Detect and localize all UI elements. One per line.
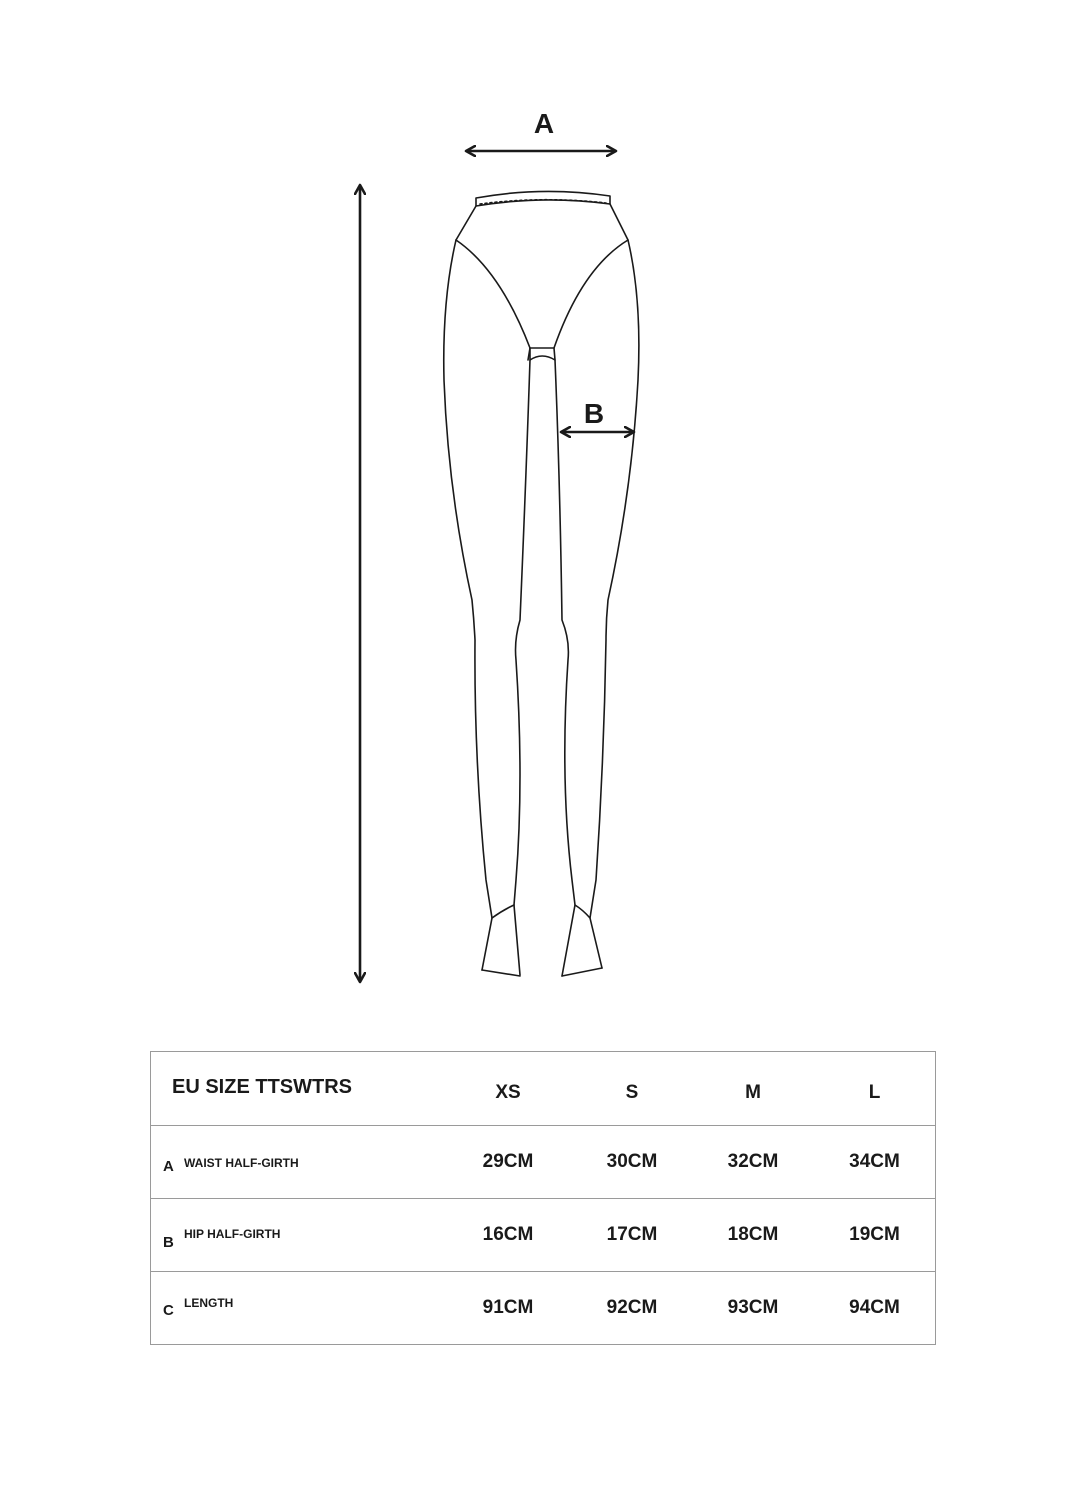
value-cell: 94CM <box>849 1297 900 1318</box>
table-row-hip <box>151 1199 936 1272</box>
value-cell: 29CM <box>444 1126 572 1199</box>
table-header-row <box>151 1052 936 1126</box>
row-label <box>151 1272 445 1345</box>
value-cell: 91CM <box>482 1297 534 1318</box>
value-cell: 17CM <box>572 1199 692 1272</box>
value-cell: 18CM <box>692 1199 814 1272</box>
table-row-length <box>151 1272 936 1345</box>
row-letter: C <box>163 1302 174 1319</box>
value-cell: 32CM <box>692 1126 814 1199</box>
row-name: HIP HALF-GIRTH <box>184 1227 281 1241</box>
waist-dimension-label: A <box>533 108 555 139</box>
value-cell: 92CM <box>606 1297 658 1318</box>
row-label <box>151 1126 445 1199</box>
row-name: WAIST HALF-GIRTH <box>184 1156 299 1170</box>
value-cell: 16CM <box>444 1199 572 1272</box>
size-header-l: L <box>814 1052 936 1126</box>
size-header-s: S <box>572 1052 692 1126</box>
size-header-xs: XS <box>444 1052 572 1126</box>
table-row-waist <box>151 1126 936 1199</box>
row-letter: B <box>163 1234 174 1251</box>
value-cell: 19CM <box>814 1199 936 1272</box>
row-label <box>151 1199 445 1272</box>
size-header-m: M <box>692 1052 814 1126</box>
row-name: LENGTH <box>184 1296 234 1310</box>
value-cell: 93CM <box>727 1297 779 1318</box>
table-title: EU SIZE TTSWTRS <box>151 1052 445 1126</box>
value-cell: 34CM <box>814 1126 936 1199</box>
hip-dimension-label: B <box>583 398 605 429</box>
size-chart-table <box>150 1051 936 1345</box>
value-cell: 30CM <box>572 1126 692 1199</box>
row-letter: A <box>163 1158 174 1175</box>
tights-outline <box>444 191 639 976</box>
waistband <box>476 191 610 206</box>
